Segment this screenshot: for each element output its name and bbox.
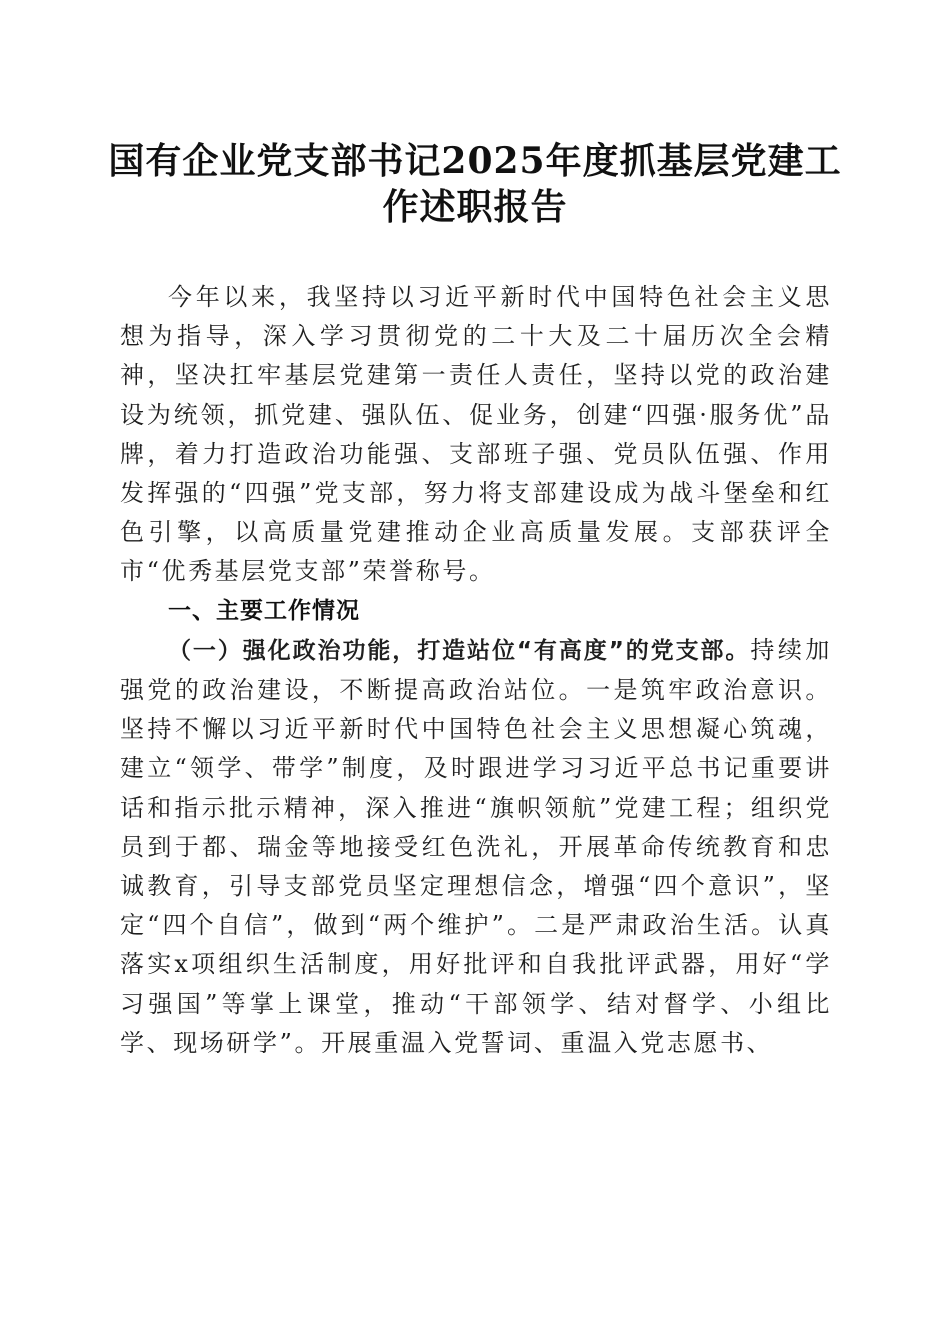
section-heading-main-work: 一、主要工作情况	[168, 597, 360, 624]
document-title	[100, 138, 850, 230]
subsection-body-text: 持续加强党的政治建设，不断提高政治站位。一是筑牢政治意识。坚持不懈以习近平新时代中国特色社会主义思想凝心筑魂，建立“领学、带学”制度，及时跟进学习习近平总书记重要讲话和指示批示精神，深入推进“旗帜领航”党建工程；组织党员到于都、瑞金等地接受红色洗礼，开展革命传统教育和忠诚教育，引导支部党员坚定理想信念，增强“四个意识”，坚定“四个自信”，做到“两个维护”。二是严肃政治生活。认真落实x项组织生活制度，用好批评和自我批评武器，用好“学习强国”等掌上课堂，推动“干部领学、结对督学、小组比学、现场研学”。开展重温入党誓词、重温入党志愿书、	[120, 635, 832, 1057]
subsection-heading-political-function: （一）强化政治功能，打造站位“有高度”的党支部。	[168, 637, 751, 664]
document-title-line-1: 国有企业党支部书记2025年度抓基层党建工	[108, 140, 842, 182]
document-body	[120, 278, 832, 1063]
intro-paragraph: 今年以来，我坚持以习近平新时代中国特色社会主义思想为指导，深入学习贯彻党的二十大及二十届历次全会精神，坚决扛牢基层党建第一责任人责任，坚持以党的政治建设为统领，抓党建、强队伍、促业务，创建“四强·服务优”品牌，着力打造政治功能强、支部班子强、党员队伍强、作用发挥强的“四强”党支部，努力将支部建设成为战斗堡垒和红色引擎，以高质量党建推动企业高质量发展。支部获评全市“优秀基层党支部”荣誉称号。	[120, 283, 832, 586]
subsection-paragraph-political-function	[120, 631, 832, 1063]
document-title-line-2: 作述职报告	[382, 186, 568, 228]
